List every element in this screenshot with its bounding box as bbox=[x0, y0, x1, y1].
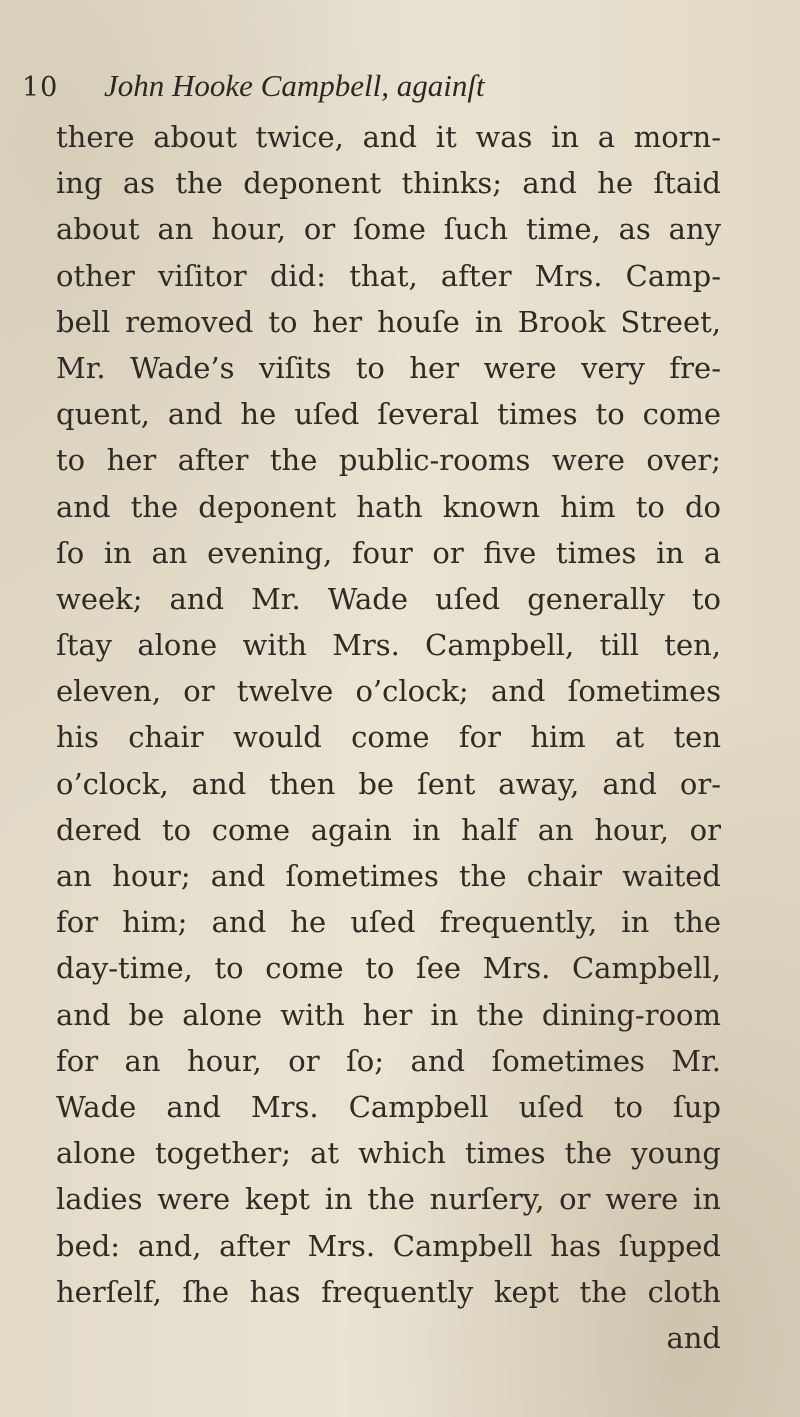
text-line: Mr. Wade’s viſits to her were very fre- bbox=[56, 350, 721, 385]
text-line: ſtay alone with Mrs. Campbell, till ten, bbox=[56, 628, 721, 663]
text-line: there about twice, and it was in a morn- bbox=[56, 120, 721, 154]
text-line: dered to come again in half an hour, or bbox=[56, 812, 721, 847]
page-header bbox=[22, 62, 722, 112]
text-line: other viſitor did: that, after Mrs. Camp- bbox=[56, 258, 721, 293]
text-line: Wade and Mrs. Campbell uſed to ſup bbox=[56, 1089, 721, 1124]
text-line: ſo in an evening, four or five times in a bbox=[56, 535, 721, 570]
text-line: alone together; at which times the young bbox=[56, 1136, 721, 1171]
text-line: ladies were kept in the nurſery, or were in bbox=[56, 1182, 721, 1217]
text-line: herſelf, ſhe has frequently kept the cloth bbox=[56, 1274, 721, 1309]
running-head: John Hooke Campbell, againſt bbox=[104, 68, 485, 103]
text-line: for him; and he uſed frequently, in the bbox=[56, 905, 721, 940]
text-line: eleven, or twelve o’clock; and ſometimes bbox=[56, 674, 721, 709]
text-line: for an hour, or ſo; and ſometimes Mr. bbox=[56, 1043, 721, 1078]
text-line: his chair would come for him at ten bbox=[56, 720, 721, 755]
text-line: week; and Mr. Wade uſed generally to bbox=[56, 581, 721, 616]
text-line: bed: and, after Mrs. Campbell has ſupped bbox=[56, 1228, 721, 1263]
text-line: bell removed to her houſe in Brook Street, bbox=[56, 304, 721, 339]
text-line: o’clock, and then be ſent away, and or- bbox=[56, 766, 721, 801]
text-line: quent, and he uſed ſeveral times to come bbox=[56, 397, 721, 432]
text-line: day-time, to come to ſee Mrs. Campbell, bbox=[56, 951, 721, 986]
text-line: ing as the deponent thinks; and he ſtaid bbox=[56, 166, 721, 201]
catchword: and bbox=[666, 1320, 721, 1355]
text-line: an hour; and ſometimes the chair waited bbox=[56, 859, 721, 893]
body-text bbox=[56, 114, 721, 1361]
page-number: 10 bbox=[22, 72, 59, 103]
text-line: and be alone with her in the dining-room bbox=[56, 997, 721, 1032]
text-line: and the deponent hath known him to do bbox=[56, 489, 721, 524]
text-line: about an hour, or ſome ſuch time, as any bbox=[56, 212, 721, 247]
text-line: to her after the public-rooms were over; bbox=[56, 443, 721, 478]
